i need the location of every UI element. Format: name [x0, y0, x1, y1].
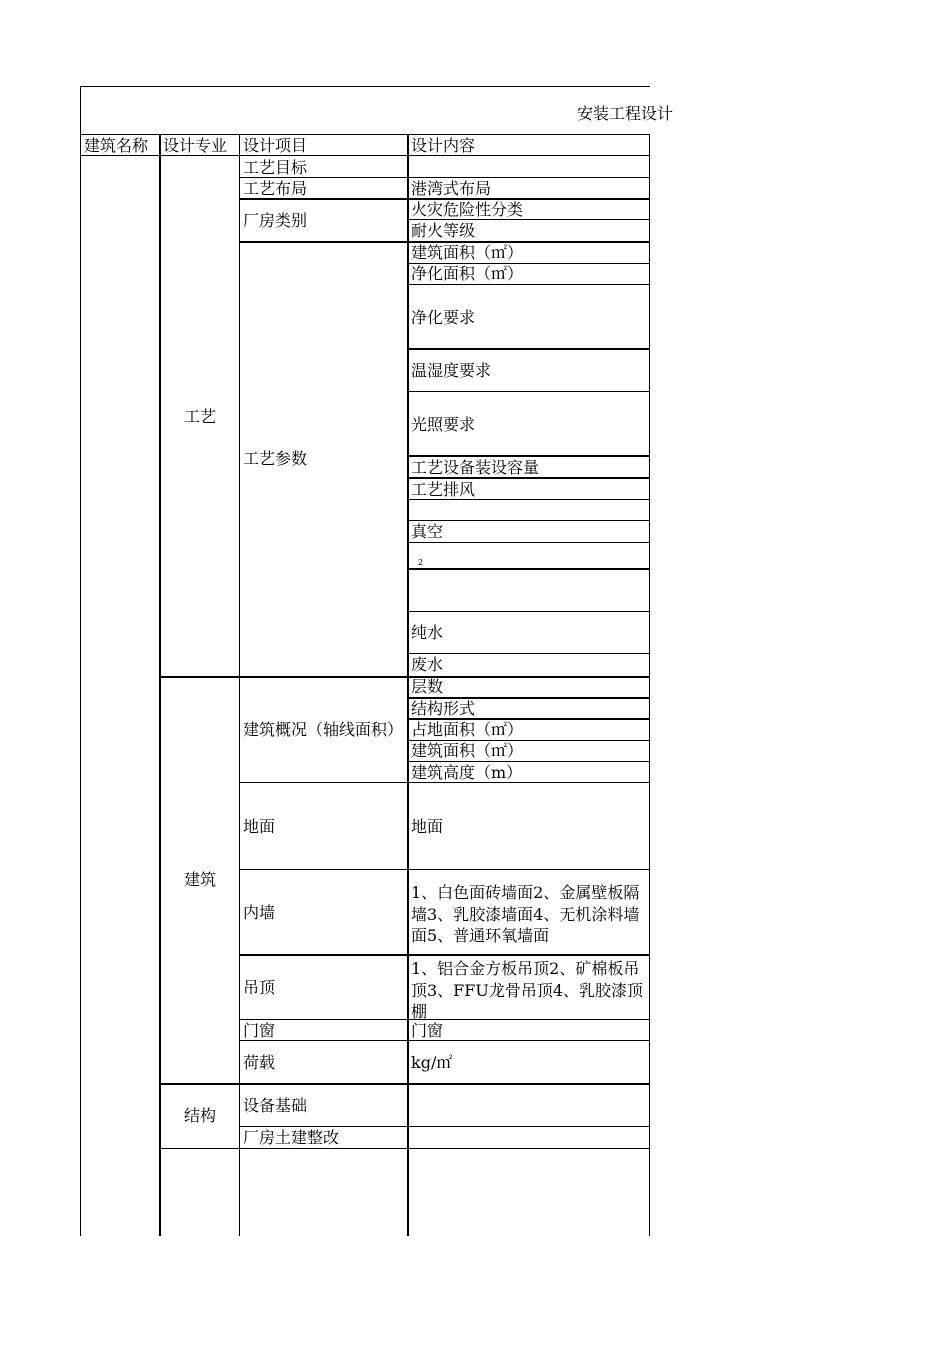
col-divider-2: [239, 134, 240, 1236]
page-title: 安装工程设计: [577, 104, 674, 123]
col-divider-3: [407, 134, 409, 1236]
top-border: [80, 86, 650, 87]
item-process-layout: 工艺布局: [243, 179, 308, 198]
header-discipline: 设计专业: [163, 136, 228, 155]
row-line: [239, 954, 650, 956]
row-line: [239, 782, 650, 783]
right-border: [649, 134, 650, 1236]
content-load-unit: kg/㎡: [411, 1053, 453, 1072]
item-ground: 地面: [243, 817, 276, 836]
separator-architecture-structure: [159, 1083, 650, 1085]
content-waste-water: 废水: [411, 655, 444, 674]
row-line: [239, 869, 650, 870]
content-building-height: 建筑高度（m）: [411, 763, 523, 782]
header-bottom-line: [80, 155, 650, 156]
item-inner-wall: 内墙: [243, 903, 276, 922]
content-land-area: 占地面积（㎡）: [411, 720, 524, 739]
left-border: [80, 86, 81, 1236]
content-small-mark: 2: [418, 558, 424, 567]
content-fire-resistance: 耐火等级: [411, 221, 476, 240]
content-vacuum: 真空: [411, 522, 444, 541]
row-line: [239, 177, 650, 178]
item-process-target: 工艺目标: [243, 158, 308, 177]
row-line: [407, 542, 650, 543]
item-plant-renovation: 厂房土建整改: [243, 1128, 340, 1147]
content-structure-form: 结构形式: [411, 699, 476, 718]
row-line: [407, 219, 650, 220]
item-process-params: 工艺参数: [243, 449, 308, 468]
row-line: [407, 477, 650, 479]
row-line: [239, 1126, 650, 1127]
row-line: [407, 520, 650, 521]
content-ground: 地面: [411, 817, 444, 836]
content-lighting: 光照要求: [411, 415, 476, 434]
item-load: 荷载: [243, 1053, 276, 1072]
content-building-area: 建筑面积（㎡）: [411, 243, 524, 262]
row-line: [407, 455, 650, 457]
row-line: [407, 653, 650, 654]
row-line: [407, 391, 650, 392]
content-doors-windows: 门窗: [411, 1021, 444, 1040]
row-line: [407, 348, 650, 350]
row-line: [407, 568, 650, 570]
content-building-area-2: 建筑面积（㎡）: [411, 741, 524, 760]
item-ceiling: 吊顶: [243, 978, 276, 997]
row-line: [407, 611, 650, 612]
header-item: 设计项目: [243, 136, 308, 155]
item-doors-windows: 门窗: [243, 1021, 276, 1040]
content-equipment-capacity: 工艺设备装设容量: [411, 458, 540, 477]
content-harbor-layout: 港湾式布局: [411, 179, 492, 198]
item-building-overview: 建筑概况（轴线面积）: [243, 721, 404, 739]
row-line: [407, 761, 650, 762]
content-clean-req: 净化要求: [411, 308, 476, 327]
header-top-line: [80, 134, 650, 135]
discipline-architecture: 建筑: [184, 870, 217, 889]
col-divider-1: [159, 134, 161, 1236]
item-plant-category: 厂房类别: [243, 211, 308, 230]
item-equipment-foundation: 设备基础: [243, 1096, 308, 1115]
discipline-structure: 结构: [184, 1106, 217, 1125]
row-line: [407, 284, 650, 285]
separator-process-architecture: [159, 676, 650, 678]
header-content: 设计内容: [411, 136, 476, 155]
content-clean-area: 净化面积（㎡）: [411, 264, 524, 283]
row-line: [407, 499, 650, 500]
separator-structure-next: [159, 1148, 650, 1149]
discipline-process: 工艺: [184, 407, 217, 426]
row-line: [239, 1040, 650, 1041]
header-building-name: 建筑名称: [84, 136, 149, 155]
content-exhaust: 工艺排风: [411, 480, 476, 499]
content-temp-humidity: 温湿度要求: [411, 361, 492, 380]
content-pure-water: 纯水: [411, 623, 444, 642]
content-floors: 层数: [411, 677, 444, 696]
content-ceiling: 1、铝合金方板吊顶2、矿棉板吊顶3、FFU龙骨吊顶4、乳胶漆顶棚: [411, 959, 644, 1021]
content-inner-wall: 1、白色面砖墙面2、金属壁板隔墙3、乳胶漆墙面4、无机涂料墙面5、普通环氧墙面: [411, 883, 640, 945]
content-fire-risk: 火灾危险性分类: [411, 200, 524, 219]
